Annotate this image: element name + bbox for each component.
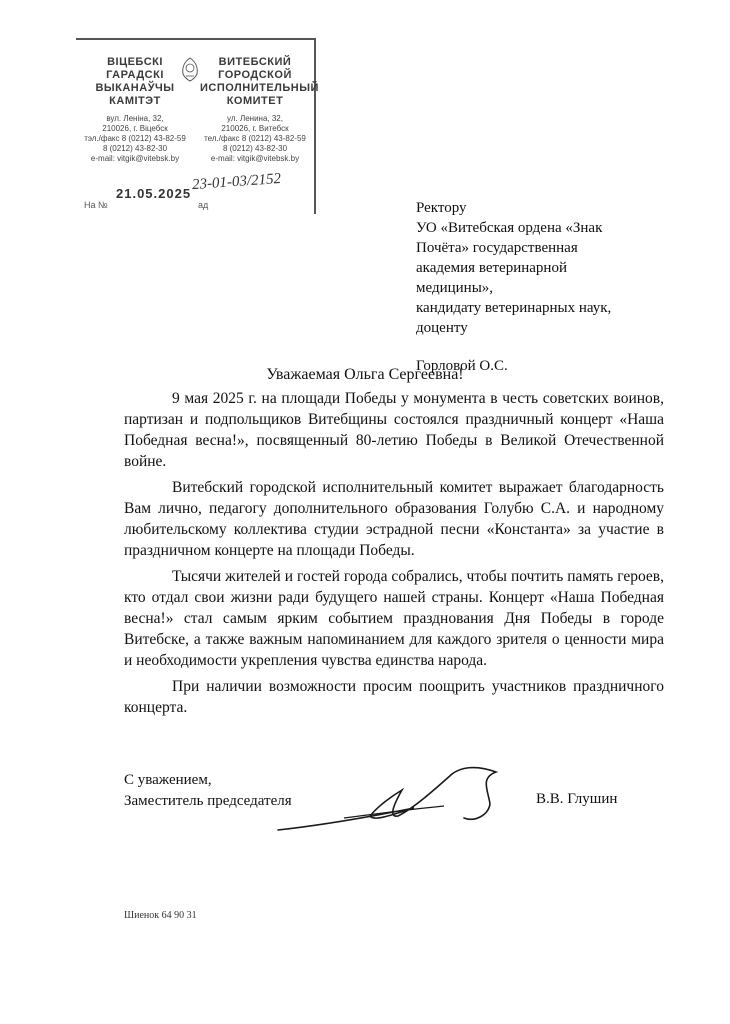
closing-regards: С уважением, bbox=[124, 772, 212, 788]
addressee-line: медицины», bbox=[416, 280, 494, 296]
stamp-right-address-line: e-mail: vitgik@vitebsk.by bbox=[210, 154, 300, 163]
addressee-line: кандидату ветеринарных наук, bbox=[416, 300, 612, 316]
letter-body bbox=[124, 388, 664, 723]
stamp-left-title-line: ВІЦЕБСКІ bbox=[107, 56, 163, 68]
stamp-left-address bbox=[80, 114, 190, 164]
addressee-line: академия ветеринарной bbox=[416, 260, 567, 276]
stamp-right-address bbox=[200, 114, 310, 164]
stamp-left-address-line: e-mail: vitgik@vitebsk.by bbox=[90, 154, 180, 163]
handwritten-signature bbox=[274, 760, 524, 840]
body-paragraph: Витебский городской исполнительный комитет выражает благодарность Вам лично, педагогу дополнительного образования Голубю С.А. и народному любительскому коллектива студии эстрадной песни «Константа» за участие в праздничном концерте на площади Победы. bbox=[124, 479, 664, 559]
stamp-left-address-line: 8 (0212) 43-82-30 bbox=[102, 144, 168, 153]
stamp-left-title-line: ГАРАДСКІ bbox=[106, 69, 164, 81]
addressee-line: Почёта» государственная bbox=[416, 240, 578, 256]
stamp-right-title-line: ВИТЕБСКИЙ bbox=[218, 56, 292, 68]
body-paragraph: 9 мая 2025 г. на площади Победы у монумента в честь советских воинов, партизан и подпольщиков Витебщины состоялся праздничный концерт «Наша Победная весна!», посвященный 80-летию Победы в Великой Отечественной войне. bbox=[124, 390, 664, 470]
greeting: Уважаемая Ольга Сергеевна! bbox=[266, 366, 464, 383]
executor-note: Шиенок 64 90 31 bbox=[124, 910, 197, 921]
addressee-line: УО «Витебская ордена «Знак bbox=[416, 220, 603, 236]
stamp-right-address-line: 8 (0212) 43-82-30 bbox=[222, 144, 288, 153]
signer-name: В.В. Глушин bbox=[536, 791, 618, 807]
stamp-right-title-line: КОМИТЕТ bbox=[226, 95, 284, 107]
body-paragraph: Тысячи жителей и гостей города собрались, чтобы почтить память героев, кто отдал свои жизни ради будущего нашей страны. Концерт «Наша Победная весна!» стал самым ярким событием празднования Дня Победы в городе Витебске, а также важным напоминанием для каждого зрителя о ценности мира и необходимости укрепления чувства единства народа. bbox=[124, 568, 664, 669]
stamp-right-title-line: ГОРОДСКОЙ bbox=[218, 69, 292, 81]
coat-of-arms-icon bbox=[179, 56, 201, 82]
addressee-line: Ректору bbox=[416, 200, 467, 216]
stamp-left-address-line: 210026, г. Віцебск bbox=[102, 124, 168, 133]
addressee-block bbox=[416, 198, 676, 376]
signer-position: Заместитель председателя bbox=[124, 793, 292, 809]
stamp-left-address-line: вул. Леніна, 32, bbox=[106, 114, 164, 123]
stamp-left-title-line: ВЫКАНАЎЧЫ bbox=[95, 82, 175, 94]
stamp-left-address-line: тэл./факс 8 (0212) 43-82-59 bbox=[84, 134, 186, 143]
stamp-right-address-line: ул. Ленина, 32, bbox=[227, 114, 283, 123]
stamp-from-label: ад bbox=[198, 200, 209, 210]
body-paragraph: При наличии возможности просим поощрить участников праздничного концерта. bbox=[124, 678, 664, 716]
stamp-right-address-line: тел./факс 8 (0212) 43-82-59 bbox=[204, 134, 306, 143]
addressee-name: Горловой О.С. bbox=[416, 358, 508, 374]
stamp-right-title-line: ИСПОЛНИТЕЛЬНЫЙ bbox=[200, 82, 319, 94]
stamp-right-address-line: 210026, г. Витебск bbox=[221, 124, 289, 133]
stamp-left-title bbox=[80, 56, 190, 108]
stamp-registration-number: 23-01-03/2152 bbox=[191, 170, 282, 194]
stamp-left-column bbox=[80, 56, 190, 164]
stamp-date: 21.05.2025 bbox=[116, 186, 192, 201]
header-stamp bbox=[76, 38, 319, 214]
addressee-line: доценту bbox=[416, 320, 468, 336]
stamp-no-label: На № bbox=[84, 200, 108, 210]
stamp-right-column bbox=[200, 56, 319, 164]
stamp-right-title bbox=[200, 56, 319, 108]
stamp-left-title-line: КАМІТЭТ bbox=[109, 95, 161, 107]
